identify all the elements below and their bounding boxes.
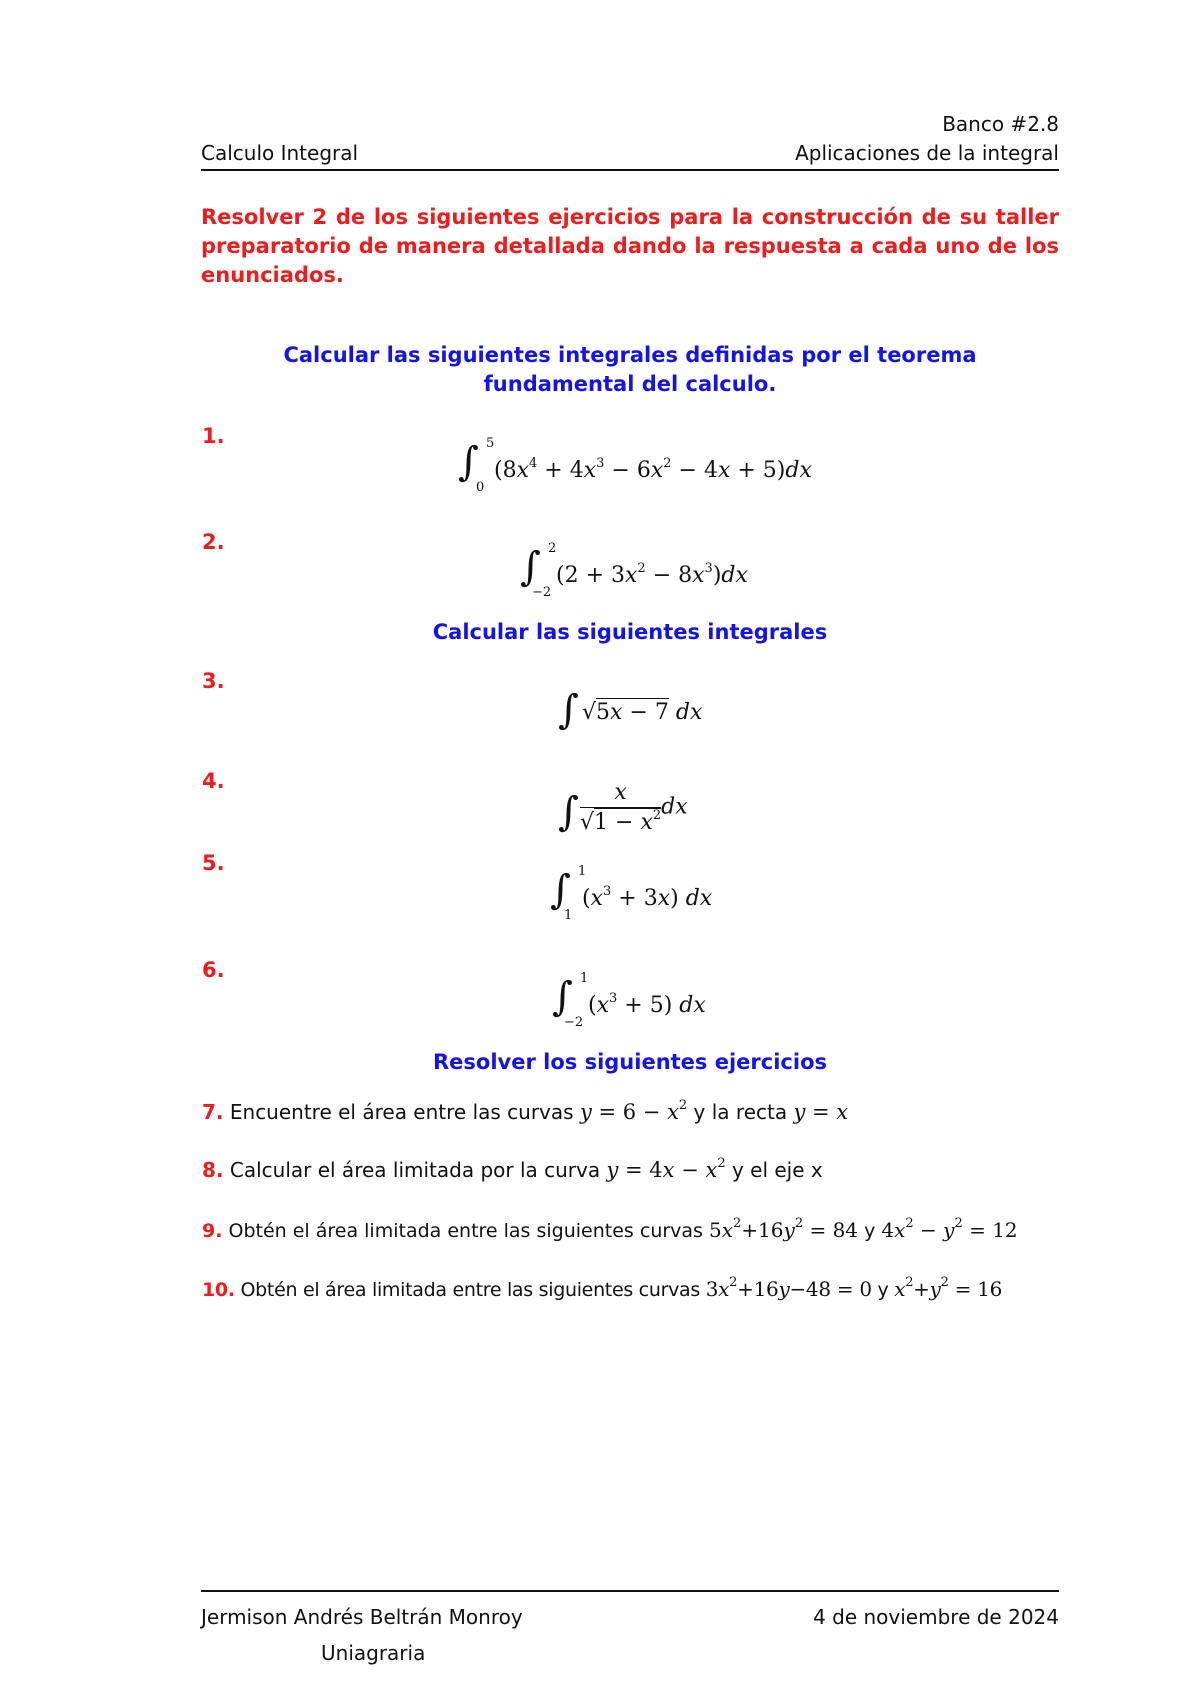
instructions: Resolver 2 de los siguientes ejercicios para la construcción de su taller preparatorio de manera detallada dando la respuesta a cada uno de los enunciados. <box>201 205 1059 287</box>
problem-9: 9. Obtén el área limitada entre las siguientes curvas $5x^2+16y^2 = 84$ y $4x^2 - y^2 = 12$ <box>202 1216 1018 1242</box>
problem-8-number: 8. <box>202 1158 224 1182</box>
section-definite-title: Calcular las siguientes integrales definidas por el teorema fundamental del calculo. <box>283 343 977 396</box>
problem-4-number: 4. <box>202 769 225 793</box>
problem-9-number: 9. <box>202 1220 223 1242</box>
problem-7-number: 7. <box>202 1100 224 1124</box>
problem-2-number: 2. <box>202 530 225 554</box>
problem-9-text: Obtén el área limitada entre las siguientes curvas <box>228 1220 703 1242</box>
problem-5-formula: ∫ 1 1 $(x^3 + 3x)$ dx <box>550 864 713 923</box>
problem-8-text: Calcular el área limitada por la curva <box>229 1158 601 1182</box>
section-exercises-title: Resolver los siguientes ejercicios <box>433 1050 827 1074</box>
problem-10-text: Obtén el área limitada entre las siguientes curvas <box>240 1279 700 1301</box>
course-title: Calculo Integral <box>201 141 359 165</box>
problem-3-formula: ∫ √5x − 7 dx <box>558 687 703 733</box>
problem-10-number: 10. <box>202 1279 235 1301</box>
footer-rule <box>201 1590 1059 1592</box>
problem-5-number: 5. <box>202 851 225 875</box>
bank-label: Banco #2.8 <box>942 112 1059 136</box>
author-name: Jermison Andrés Beltrán Monroy <box>201 1605 523 1629</box>
problem-8: 8. Calcular el área limitada por la curva $y = 4x - x^2$ y el eje x <box>202 1156 823 1182</box>
problem-2-formula: ∫ 2 −2 $(2 + 3x^2 - 8x^3)dx$ <box>520 541 748 600</box>
problem-10: 10. Obtén el área limitada entre las siguientes curvas $3x^2+16y-48 = 0$ y $x^2+y^2 = 16$ <box>202 1275 1003 1301</box>
footer-date: 4 de noviembre de 2024 <box>813 1605 1059 1629</box>
problem-7: 7. Encuentre el área entre las curvas $y = 6 - x^2$ y la recta y = x <box>202 1098 849 1124</box>
problem-3-number: 3. <box>202 669 225 693</box>
problem-1-number: 1. <box>202 424 225 448</box>
problem-7-text: Encuentre el área entre las curvas <box>229 1100 574 1124</box>
problem-6-number: 6. <box>202 958 225 982</box>
problem-8-tail: y el eje x <box>731 1158 823 1182</box>
topic-title: Aplicaciones de la integral <box>795 141 1059 165</box>
problem-4-formula: ∫ $\frac{x}{√1 - x^2}$ dx <box>558 780 688 835</box>
institution-name: Uniagraria <box>321 1641 426 1665</box>
problem-6-formula: ∫ 1 −2 $(x^3 + 5)$ dx <box>552 971 706 1030</box>
section-indefinite-title: Calcular las siguientes integrales <box>432 620 828 644</box>
problem-1-formula: ∫ 5 0 $(8x^4 + 4x^3 - 6x^2 - 4x + 5)dx$ <box>458 436 812 495</box>
header-rule <box>201 169 1059 171</box>
